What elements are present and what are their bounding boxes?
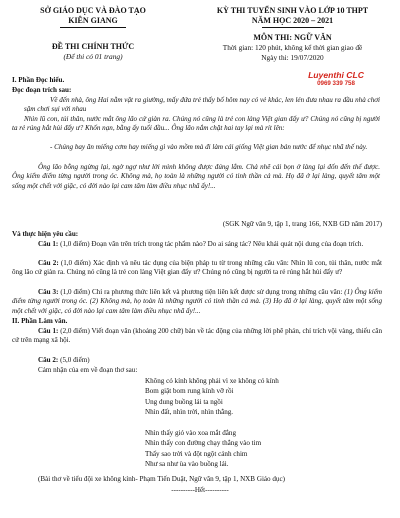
excerpt-paragraph-3: - Chúng bay ăn miếng cơm hay miếng gì vào mồm mà đi làm cái giống Việt gian bán nước để nhục nhã thế này. <box>50 143 368 151</box>
subject-name: MÔN THI: NGỮ VĂN <box>253 33 332 42</box>
poem-source: (Bài thơ về tiểu đội xe không kính- Phạm Tiến Duật, Ngữ văn 9, tập 1, NXB Giáo dục) <box>38 475 285 483</box>
excerpt-paragraph-1: Về đến nhà, ông Hai nằm vật ra giường, mấy đứa trẻ thấy bố hôm nay có vẻ khác, len lén đưa nhau ra đầu nhà chơi sậm chơi sụi với nhau <box>24 96 380 114</box>
part1-instruction: Đọc đoạn trích sau: <box>12 86 72 94</box>
q2-text: (1,0 điểm) Xác định và nêu tác dụng của biện pháp tu từ trong những câu văn: Nhìn lũ con, tủi thân, nước mắt ông lão cứ giàn ra. Chúng nó cũng là trẻ con làng Việt gian đấy ư? Chúng nó cũng bị người ta rẻ rúng hắt hủi đấy ư? <box>12 259 382 277</box>
official-exam-label: ĐỀ THI CHÍNH THỨC <box>51 42 135 51</box>
exam-time-text: Thời gian: 120 phút, không kể thời gian giao đề <box>222 43 363 52</box>
poem-line: Ung dung buồng lái ta ngồi <box>145 397 223 406</box>
department-name: SỞ GIÁO DỤC VÀ ĐÀO TẠO <box>40 6 146 15</box>
q3-text: (1,0 điểm) Chỉ ra phương thức liên kết và phương tiện liên kết được sử dụng trong những câu văn: <box>60 288 343 296</box>
part1-question-3 <box>12 288 382 316</box>
part2-heading: II. Phần Làm văn. <box>12 317 68 325</box>
part2-question-1 <box>12 327 382 346</box>
q2-label: Câu 2: <box>38 259 59 267</box>
q3-quote: (1) Ông kiểm điểm từng người trong óc. (2) Không mà, họ toàn là những người có tinh thần cả mà. (3) Họ đã ở lại làng, quyết tâm một sống một chết với giặc, có đời nào lại cam tâm làm điều nhục nhã ấy!... <box>12 288 382 315</box>
part1-question-1 <box>12 240 382 249</box>
header-right-divider <box>262 27 324 28</box>
luyenthi-logo: Luyenthi CLC <box>308 70 364 80</box>
q3-label: Câu 3: <box>38 288 59 296</box>
poem <box>145 377 385 471</box>
luyenthi-phone: 0969 339 758 <box>317 80 355 87</box>
questions-heading: Và thực hiện yêu cầu: <box>12 230 79 238</box>
poem-stanza-break <box>145 419 385 429</box>
p2q2-text: (5,0 điểm) <box>60 356 90 364</box>
page-count-note: (Để thi có 01 trang) <box>63 52 123 61</box>
exam-title: KỲ THI TUYỂN SINH VÀO LỚP 10 THPT <box>216 6 369 15</box>
poem-line: Như sa như ùa vào buồng lái. <box>145 460 229 469</box>
exam-date: Ngày thi: 19/07/2020 <box>261 53 324 62</box>
q1-text: (1,0 điểm) Đoạn văn trên trích trong tác phẩm nào? Do ai sáng tác? Nêu khái quát nội dung của đoạn trích. <box>60 240 364 248</box>
exam-time <box>190 43 395 53</box>
end-marker: ----------Hết---------- <box>171 486 229 494</box>
poem-line: Nhìn thấy gió vào xoa mắt đắng <box>145 428 237 437</box>
part1-heading: I. Phần Đọc hiểu. <box>12 76 65 84</box>
p2q1-text: (2,0 điểm) Viết đoạn văn (khoảng 200 chữ) bàn về tác động của những lời phê phán, chỉ trích vội vàng, thiếu căn cứ trên mạng xã hội. <box>12 327 382 345</box>
poem-line: Bom giật bom rung kính vỡ rồi <box>145 387 234 396</box>
header-left-divider <box>60 27 126 28</box>
excerpt-paragraph-2: Nhìn lũ con, tủi thân, nước mắt ông lão cứ giàn ra. Chúng nó cũng là trẻ con làng Việt gian đấy ư? Chúng nó cũng bị người ta rẻ rúng hắt hủi đấy ư? Khốn nạn, bằng ấy tuổi đầu... Ông lão nắm chặt hai tay lại mà rít lên: <box>12 115 380 133</box>
province-name: KIÊN GIANG <box>68 16 118 25</box>
p2q1-label: Câu 1: <box>38 327 59 335</box>
school-year: NĂM HỌC 2020 – 2021 <box>251 16 334 25</box>
excerpt-paragraph-4: Ông lão bỗng ngừng lại, ngờ ngợ như lời mình không được đúng lắm. Chả nhẽ cái bọn ở làng lại đốn đến thế được. Ông kiểm điểm từng người trong óc. Không mà, họ toàn là những người có tinh thần cả mà. Họ đã ở lại làng, quyết tâm một sống một chết với giặc, có đời nào lại cam tâm làm điều nhục nhã ấy!... <box>12 163 380 190</box>
poem-line: Thấy sao trời và đột ngột cánh chim <box>145 449 248 458</box>
poem-prompt: Cảm nhận của em về đoạn thơ sau: <box>38 366 138 374</box>
q1-label: Câu 1: <box>38 240 59 248</box>
p2q2-label: Câu 2: <box>38 356 59 364</box>
excerpt-source: (SGK Ngữ văn 9, tập 1, trang 166, NXB GD năm 2017) <box>222 220 382 228</box>
poem-line: Nhìn thấy con đường chạy thẳng vào tim <box>145 439 262 448</box>
part1-question-2 <box>12 259 382 278</box>
poem-line: Nhìn đất, nhìn trời, nhìn thẳng. <box>145 408 234 417</box>
part2-question-2 <box>38 356 90 365</box>
poem-line: Không có kính không phải vì xe không có kính <box>145 377 279 385</box>
